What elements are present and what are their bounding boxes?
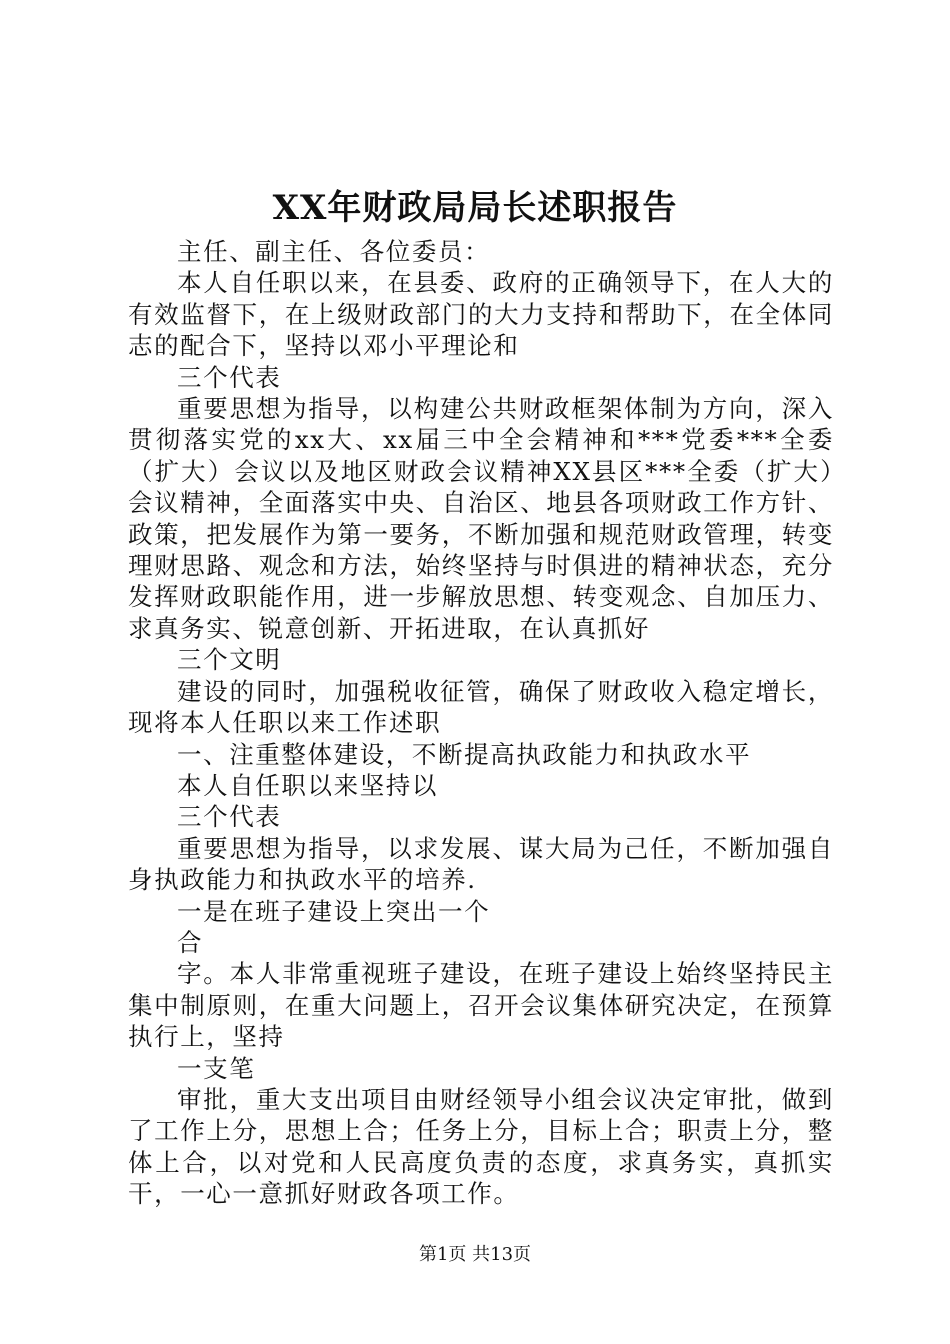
paragraph: 重要思想为指导，以求发展、谋大局为己任，不断加强自身执政能力和执政水平的培养. xyxy=(128,833,834,895)
document-body xyxy=(128,236,834,1210)
paragraph: 本人自任职以来，在县委、政府的正确领导下，在人大的有效监督下，在上级财政部门的大力支持和帮助下，在全体同志的配合下，坚持以邓小平理论和 xyxy=(128,268,834,361)
document-title: XX年财政局局长述职报告 xyxy=(272,188,678,228)
paragraph: 重要思想为指导，以构建公共财政框架体制为方向，深入贯彻落实党的xx大、xx届三中全会精神和***党委***全委（扩大）会议以及地区财政会议精神XX县区***全委（扩大）会议精神，全面落实中央、自治区、地县各项财政工作方针、政策，把发展作为第一要务，不断加强和规范财政管理，转变理财思路、观念和方法，始终坚持与时俱进的精神状态，充分发挥财政职能作用，进一步解放思想、转变观念、自加压力、求真务实、锐意创新、开拓进取，在认真抓好 xyxy=(128,394,834,643)
paragraph: 本人自任职以来坚持以 xyxy=(177,770,438,800)
salutation: 主任、副主任、各位委员： xyxy=(177,237,491,266)
paragraph: 三个代表 xyxy=(177,802,282,832)
paragraph: 审批，重大支出项目由财经领导小组会议决定审批，做到了工作上分，思想上合；任务上分，目标上合；职责上分，整体上合，以对党和人民高度负责的态度，求真务实，真抓实干，一心一意抓好财政各项工作。 xyxy=(128,1084,834,1209)
section-heading: 一、注重整体建设，不断提高执政能力和执政水平 xyxy=(177,739,752,769)
paragraph: 建设的同时，加强税收征管，确保了财政收入稳定增长，现将本人任职以来工作述职 xyxy=(128,676,834,738)
paragraph: 合 xyxy=(177,927,204,957)
paragraph: 三个文明 xyxy=(177,645,282,675)
paragraph: 一是在班子建设上突出一个 xyxy=(177,896,491,926)
paragraph: 三个代表 xyxy=(177,362,282,392)
page-number-footer: 第1页 共13页 xyxy=(418,1244,532,1265)
paragraph: 一支笔 xyxy=(177,1053,256,1083)
paragraph: 字。本人非常重视班子建设，在班子建设上始终坚持民主集中制原则，在重大问题上，召开会议集体研究决定，在预算执行上，坚持 xyxy=(128,959,834,1052)
